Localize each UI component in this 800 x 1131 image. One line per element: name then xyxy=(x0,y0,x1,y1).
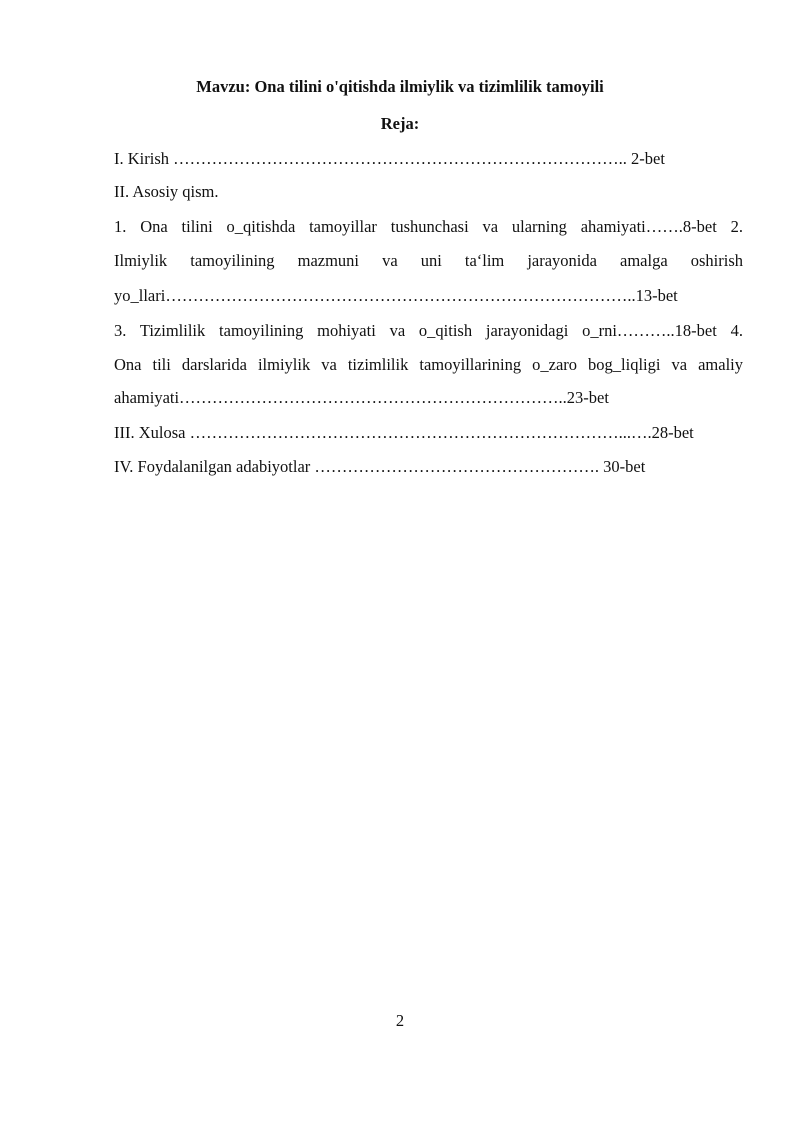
toc-line-section-3: 3. Tizimlilik tamoyilining mohiyati va o_qitish jarayonidagi o_rni………..18-bet 4. xyxy=(114,321,743,340)
plan-heading: Reja: xyxy=(380,114,420,133)
page-number: 2 xyxy=(395,1011,405,1030)
document-title: Mavzu: Ona tilini o'qitishda ilmiylik va tizimlilik tamoyili xyxy=(196,77,604,96)
toc-line-introduction: I. Kirish ……………………………………………………………………….. 2-bet xyxy=(114,149,665,168)
toc-line-references: IV. Foydalanilgan adabiyotlar ……………………………………………. 30-bet xyxy=(114,457,646,476)
toc-line-section-2-cont: yo_llari…………………………………………………………………………..13-bet xyxy=(114,286,678,305)
toc-line-section-1: 1. Ona tilini o_qitishda tamoyillar tushunchasi va ularning ahamiyati…….8-bet 2. xyxy=(114,217,743,236)
toc-line-conclusion: III. Xulosa ……………………………………………………………………...….28-bet xyxy=(114,423,694,442)
toc-line-main-part: II. Asosiy qism. xyxy=(114,182,219,201)
toc-line-section-2: Ilmiylik tamoyilining mazmuni va uni ta‘lim jarayonida amalga oshirish xyxy=(114,251,743,270)
toc-line-section-4: Ona tili darslarida ilmiylik va tizimlilik tamoyillarining o_zaro bog_liqligi va amaliy xyxy=(114,355,743,374)
toc-line-section-4-cont: ahamiyati……………………………………………………………..23-bet xyxy=(114,388,609,407)
